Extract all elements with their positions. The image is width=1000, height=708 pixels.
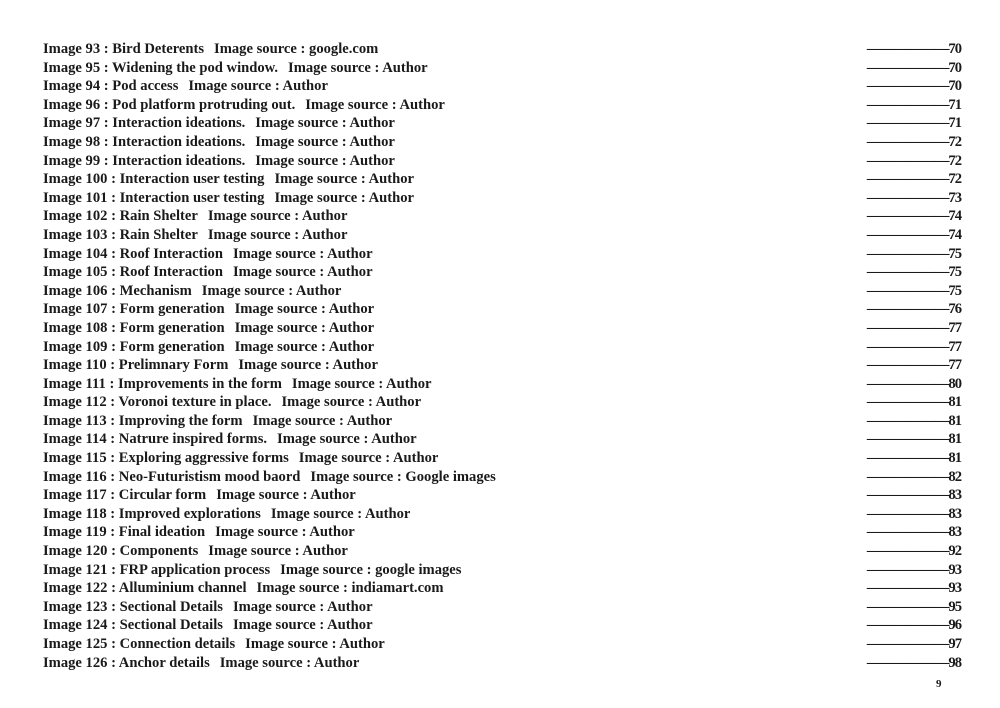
page-reference: ——————93 [866,561,961,578]
list-of-figures [43,40,961,672]
figure-entry [43,579,444,598]
figure-entry [43,654,359,673]
list-item [43,152,961,171]
page-reference: ——————77 [866,357,961,374]
figure-entry [43,77,328,96]
figure-caption: Image 93 : Bird Deterents [43,41,205,57]
image-source: Image source : Author [274,171,415,188]
figure-caption: Image 119 : Final ideation [43,524,206,541]
figure-caption: Image 121 : FRP application process [43,561,271,578]
page-reference: ——————70 [866,78,961,95]
page-reference: ——————93 [866,580,961,597]
list-item [43,579,961,598]
figure-entry [43,300,374,319]
figure-entry [43,152,395,171]
figure-caption: Image 104 : Roof Interaction [43,245,223,262]
figure-caption: Image 116 : Neo-Futuristism mood baord [43,468,301,485]
list-item [43,468,961,487]
list-item [43,598,961,617]
figure-entry [43,430,417,449]
page-reference: ——————73 [866,189,961,206]
image-source: Image source : google.com [214,41,379,57]
figure-caption: Image 122 : Alluminium channel [43,580,247,597]
figure-entry [43,412,392,431]
list-item [43,189,961,208]
figure-entry [43,561,461,580]
list-item [43,412,961,431]
figure-caption: Image 114 : Natrure inspired forms. [43,431,268,448]
image-source: Image source : Author [216,487,356,504]
list-item [43,338,961,357]
list-item [43,133,961,152]
page-reference: ——————74 [866,226,961,243]
image-source: Image source : Author [288,59,428,76]
figure-caption: Image 100 : Interaction user testing [43,171,265,188]
figure-entry [43,598,373,617]
figure-caption: Image 117 : Circular form [43,487,207,504]
figure-entry [43,133,395,152]
figure-entry [43,207,347,226]
image-source: Image source : Author [215,524,355,541]
figure-caption: Image 125 : Connection details [43,636,236,652]
figure-caption: Image 97 : Interaction ideations. [43,115,246,132]
image-source: Image source : Author [255,115,395,132]
page-reference: ——————92 [866,543,961,560]
figure-caption: Image 126 : Anchor details [43,654,210,671]
list-item [43,654,961,673]
page-reference: ——————83 [866,487,961,504]
list-item [43,300,961,319]
list-item [43,114,961,133]
page-reference: ——————96 [866,617,961,634]
page-reference: ——————83 [866,524,961,541]
figure-caption: Image 94 : Pod access [43,78,179,95]
figure-entry [43,96,445,115]
figure-caption: Image 109 : Form generation [43,338,225,355]
page-reference: ——————77 [866,338,961,355]
figure-entry [43,189,414,208]
figure-caption: Image 96 : Pod platform protruding out. [43,96,296,113]
figure-entry [43,449,438,468]
list-item [43,96,961,115]
image-source: Image source : Author [277,431,417,448]
list-item [43,59,961,78]
figure-entry [43,468,496,487]
figure-entry [43,616,373,635]
page-reference: ——————80 [866,375,961,392]
image-source: Image source : Author [255,133,395,150]
figure-caption: Image 107 : Form generation [43,301,225,318]
figure-entry [43,635,385,654]
page-reference: ——————72 [866,171,961,188]
page-reference: ——————76 [866,301,961,318]
list-item [43,393,961,412]
page-number: 9 [936,678,942,690]
image-source: Image source : Author [270,505,411,522]
figure-caption: Image 99 : Interaction ideations. [43,152,246,169]
page-reference: ——————82 [866,468,961,485]
list-item [43,40,961,59]
figure-caption: Image 103 : Rain Shelter [43,226,198,243]
figure-caption: Image 111 : Improvements in the form [43,375,282,392]
list-item [43,523,961,542]
figure-entry [43,338,374,357]
image-source: Image source : Author [255,152,395,169]
page-reference: ——————72 [866,152,961,169]
page-reference: ——————98 [866,654,961,671]
list-item [43,263,961,282]
image-source: Image source : Author [232,617,373,634]
list-item [43,505,961,524]
figure-entry [43,505,410,524]
list-item [43,449,961,468]
figure-caption: Image 113 : Improving the form [43,412,243,429]
figure-entry [43,356,378,375]
list-item [43,616,961,635]
list-item [43,207,961,226]
image-source: Image source : Author [238,357,378,374]
list-item [43,635,961,654]
figure-entry [43,245,373,264]
image-source: Image source : Author [305,96,445,113]
list-item [43,375,961,394]
list-item [43,561,961,580]
page-reference: ——————75 [866,264,961,281]
figure-entry [43,40,378,59]
list-item [43,170,961,189]
page-reference: ——————81 [866,431,961,448]
list-item [43,77,961,96]
list-item [43,319,961,338]
image-source: Image source : Author [188,78,328,95]
figure-caption: Image 106 : Mechanism [43,282,192,299]
page-reference: ——————81 [866,450,961,467]
image-source: Image source : google images [280,561,462,578]
image-source: Image source : Author [219,654,360,671]
image-source: Image source : Author [201,282,342,299]
list-item [43,245,961,264]
figure-caption: Image 95 : Widening the pod window. [43,59,279,76]
list-item [43,486,961,505]
image-source: Image source : Author [234,338,375,355]
page-reference: ——————74 [866,208,961,225]
image-source: Image source : Author [207,208,348,225]
figure-entry [43,282,341,301]
image-source: Image source : Author [232,598,373,615]
figure-entry [43,114,395,133]
figure-entry [43,375,431,394]
page-reference: ——————71 [866,96,961,113]
page-reference: ——————70 [866,41,961,57]
figure-entry [43,319,374,338]
image-source: Image source : Author [232,264,373,281]
figure-caption: Image 101 : Interaction user testing [43,189,265,206]
page-reference: ——————81 [866,412,961,429]
page-reference: ——————75 [866,245,961,262]
image-source: Image source : Author [207,226,348,243]
page-reference: ——————97 [866,636,961,652]
image-source: Image source : Author [252,412,393,429]
list-item [43,226,961,245]
figure-caption: Image 115 : Exploring aggressive forms [43,450,289,467]
page-reference: ——————72 [866,133,961,150]
figure-entry [43,263,373,282]
figure-caption: Image 124 : Sectional Details [43,617,223,634]
figure-entry [43,542,348,561]
image-source: Image source : Author [208,543,348,560]
list-item [43,282,961,301]
image-source: Image source : Author [234,301,375,318]
image-source: Image source : Google images [310,468,496,485]
image-source: Image source : indiamart.com [256,580,444,597]
figure-caption: Image 98 : Interaction ideations. [43,133,246,150]
figure-caption: Image 123 : Sectional Details [43,598,223,615]
image-source: Image source : Author [281,394,422,411]
list-item [43,430,961,449]
page-reference: ——————71 [866,115,961,132]
figure-caption: Image 112 : Voronoi texture in place. [43,394,272,411]
figure-entry [43,486,356,505]
image-source: Image source : Author [274,189,415,206]
figure-entry [43,523,355,542]
page-reference: ——————81 [866,394,961,411]
image-source: Image source : Author [291,375,432,392]
image-source: Image source : Author [232,245,373,262]
page-reference: ——————95 [866,598,961,615]
figure-caption: Image 110 : Prelimnary Form [43,357,229,374]
figure-caption: Image 105 : Roof Interaction [43,264,223,281]
figure-entry [43,226,347,245]
page-reference: ——————70 [866,59,961,76]
page-reference: ——————83 [866,505,961,522]
page-reference: ——————75 [866,282,961,299]
figure-caption: Image 120 : Components [43,543,199,560]
figure-caption: Image 102 : Rain Shelter [43,208,198,225]
figure-entry [43,170,414,189]
figure-caption: Image 108 : Form generation [43,319,225,336]
list-item [43,542,961,561]
list-item [43,356,961,375]
figure-caption: Image 118 : Improved explorations [43,505,261,522]
page-reference: ——————77 [866,319,961,336]
figure-entry [43,59,428,78]
image-source: Image source : Author [245,636,385,652]
figure-entry [43,393,421,412]
image-source: Image source : Author [298,450,439,467]
image-source: Image source : Author [234,319,375,336]
